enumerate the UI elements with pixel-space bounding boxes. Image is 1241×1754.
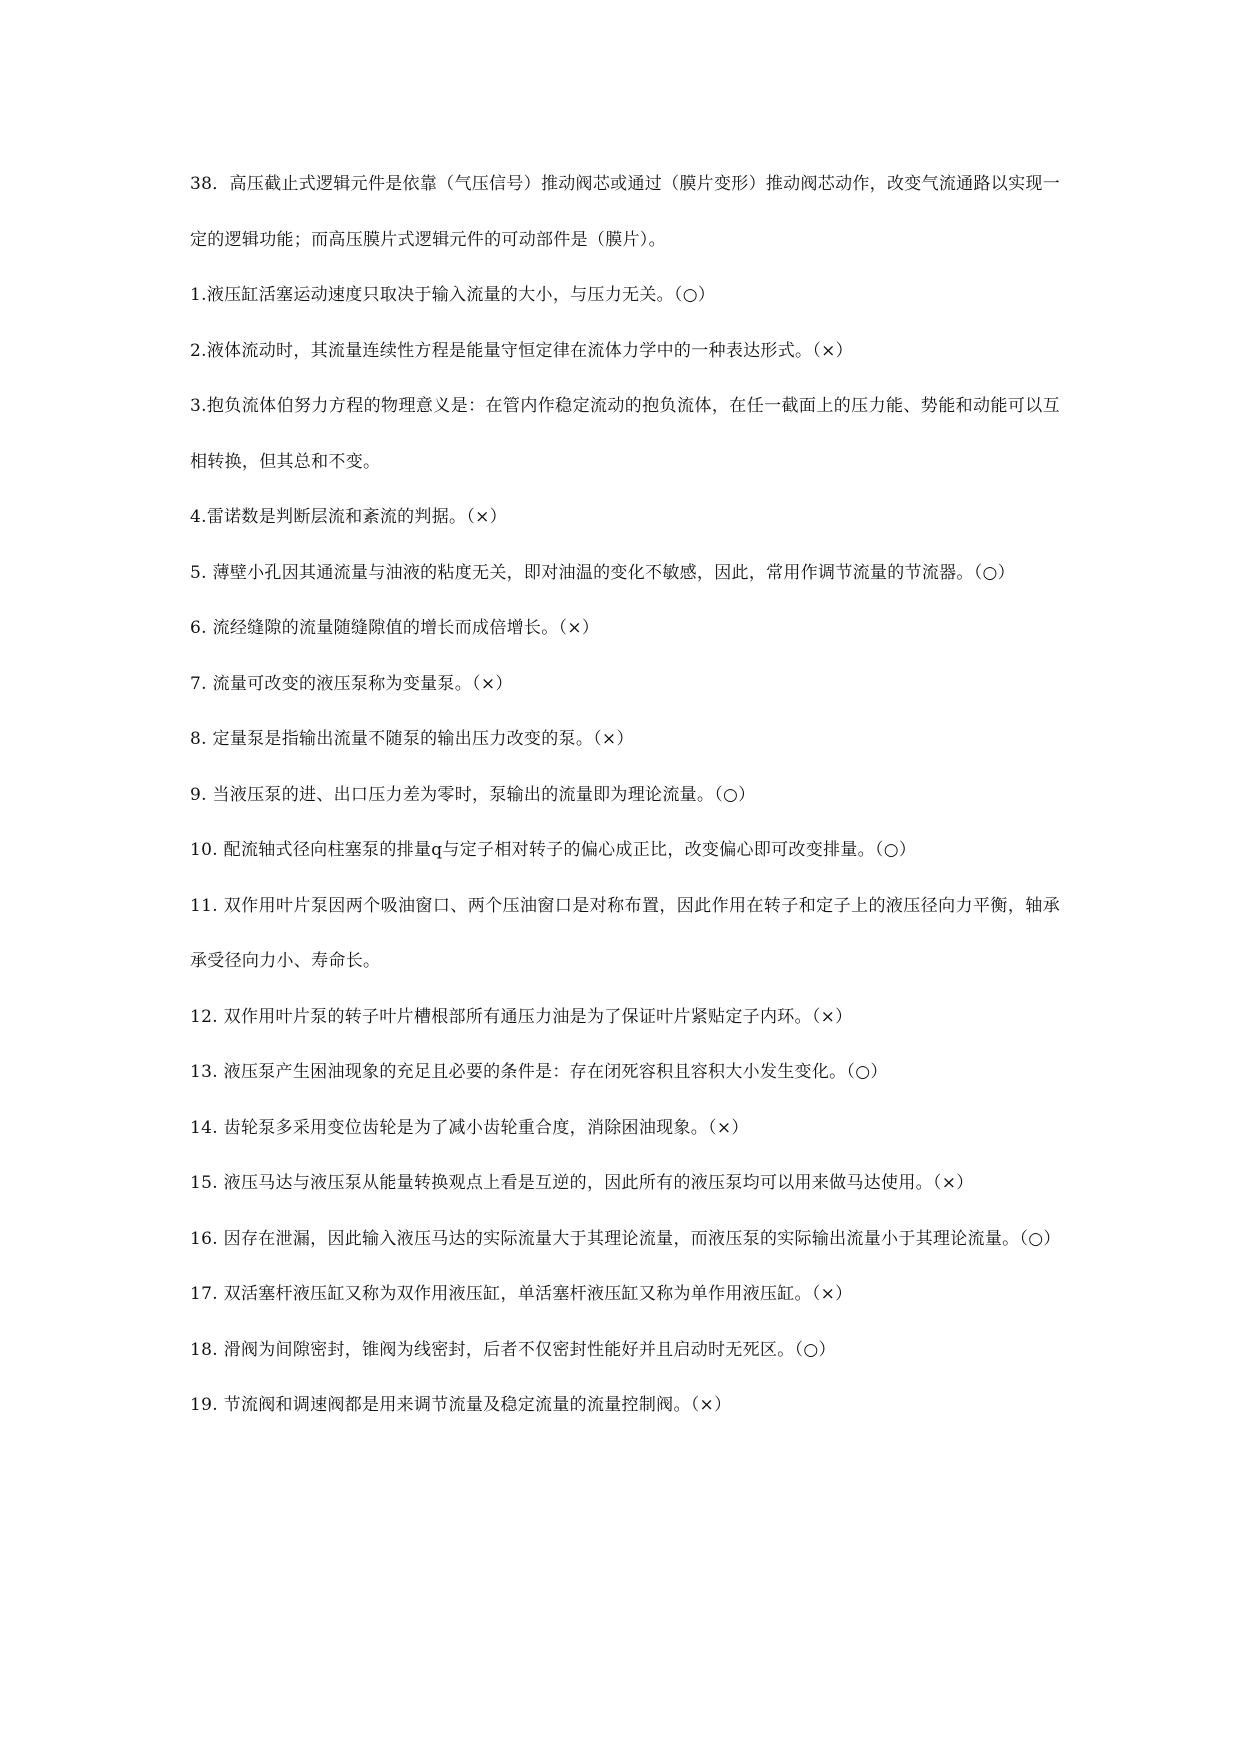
statement-13: 13. 液压泵产生困油现象的充足且必要的条件是：存在闭死容积且容积大小发生变化。（○） — [190, 1062, 888, 1082]
statement-19: 19. 节流阀和调速阀都是用来调节流量及稳定流量的流量控制阀。（×） — [190, 1395, 732, 1415]
document-body — [190, 157, 1060, 1434]
statement-15: 15. 液压马达与液压泵从能量转换观点上看是互逆的，因此所有的液压泵均可以用来做马达使用。（×） — [190, 1173, 974, 1193]
statement-7: 7. 流量可改变的液压泵称为变量泵。（×） — [190, 673, 513, 694]
statement-11: 11. 双作用叶片泵因两个吸油窗口、两个压油窗口是对称布置，因此作用在转子和定子上的液压径向力平衡，轴承承受径向力小、寿命长。 — [190, 895, 1060, 971]
statement-18: 18. 滑阀为间隙密封，锥阀为线密封，后者不仅密封性能好并且启动时无死区。（○） — [190, 1339, 836, 1360]
statement-12: 12. 双作用叶片泵的转子叶片槽根部所有通压力油是为了保证叶片紧贴定子内环。（×） — [190, 1006, 853, 1027]
statement-8: 8. 定量泵是指输出流量不随泵的输出压力改变的泵。（×） — [190, 729, 634, 749]
statement-2: 2.液体流动时，其流量连续性方程是能量守恒定律在流体力学中的一种表达形式。（×） — [190, 340, 853, 361]
statement-9: 9. 当液压泵的进、出口压力差为零时，泵输出的流量即为理论流量。（○） — [190, 784, 756, 805]
statement-6: 6. 流经缝隙的流量随缝隙值的增长而成倍增长。（×） — [190, 618, 600, 638]
statement-10: 10. 配流轴式径向柱塞泵的排量q与定子相对转子的偏心成正比，改变偏心即可改变排量。（○） — [190, 840, 917, 860]
statement-16: 16. 因存在泄漏，因此输入液压马达的实际流量大于其理论流量，而液压泵的实际输出流量小于其理论流量。（○） — [190, 1228, 1061, 1249]
statement-3: 3.抱负流体伯努力方程的物理意义是：在管内作稳定流动的抱负流体，在任一截面上的压力能、势能和动能可以互相转换，但其总和不变。 — [190, 396, 1060, 472]
question-38: 38．高压截止式逻辑元件是依靠（气压信号）推动阀芯或通过（膜片变形）推动阀芯动作，改变气流通路以实现一定的逻辑功能；而高压膜片式逻辑元件的可动部件是（膜片）。 — [190, 174, 1060, 250]
statement-14: 14. 齿轮泵多采用变位齿轮是为了减小齿轮重合度，消除困油现象。（×） — [190, 1117, 749, 1138]
statement-17: 17. 双活塞杆液压缸又称为双作用液压缸，单活塞杆液压缸又称为单作用液压缸。（×） — [190, 1284, 853, 1304]
statement-4: 4.雷诺数是判断层流和紊流的判据。（×） — [190, 507, 507, 527]
statement-1: 1.液压缸活塞运动速度只取决于输入流量的大小，与压力无关。（○） — [190, 285, 716, 305]
statement-5: 5. 薄壁小孔因其通流量与油液的粘度无关，即对油温的变化不敏感，因此，常用作调节流量的节流器。（○） — [190, 562, 1015, 583]
